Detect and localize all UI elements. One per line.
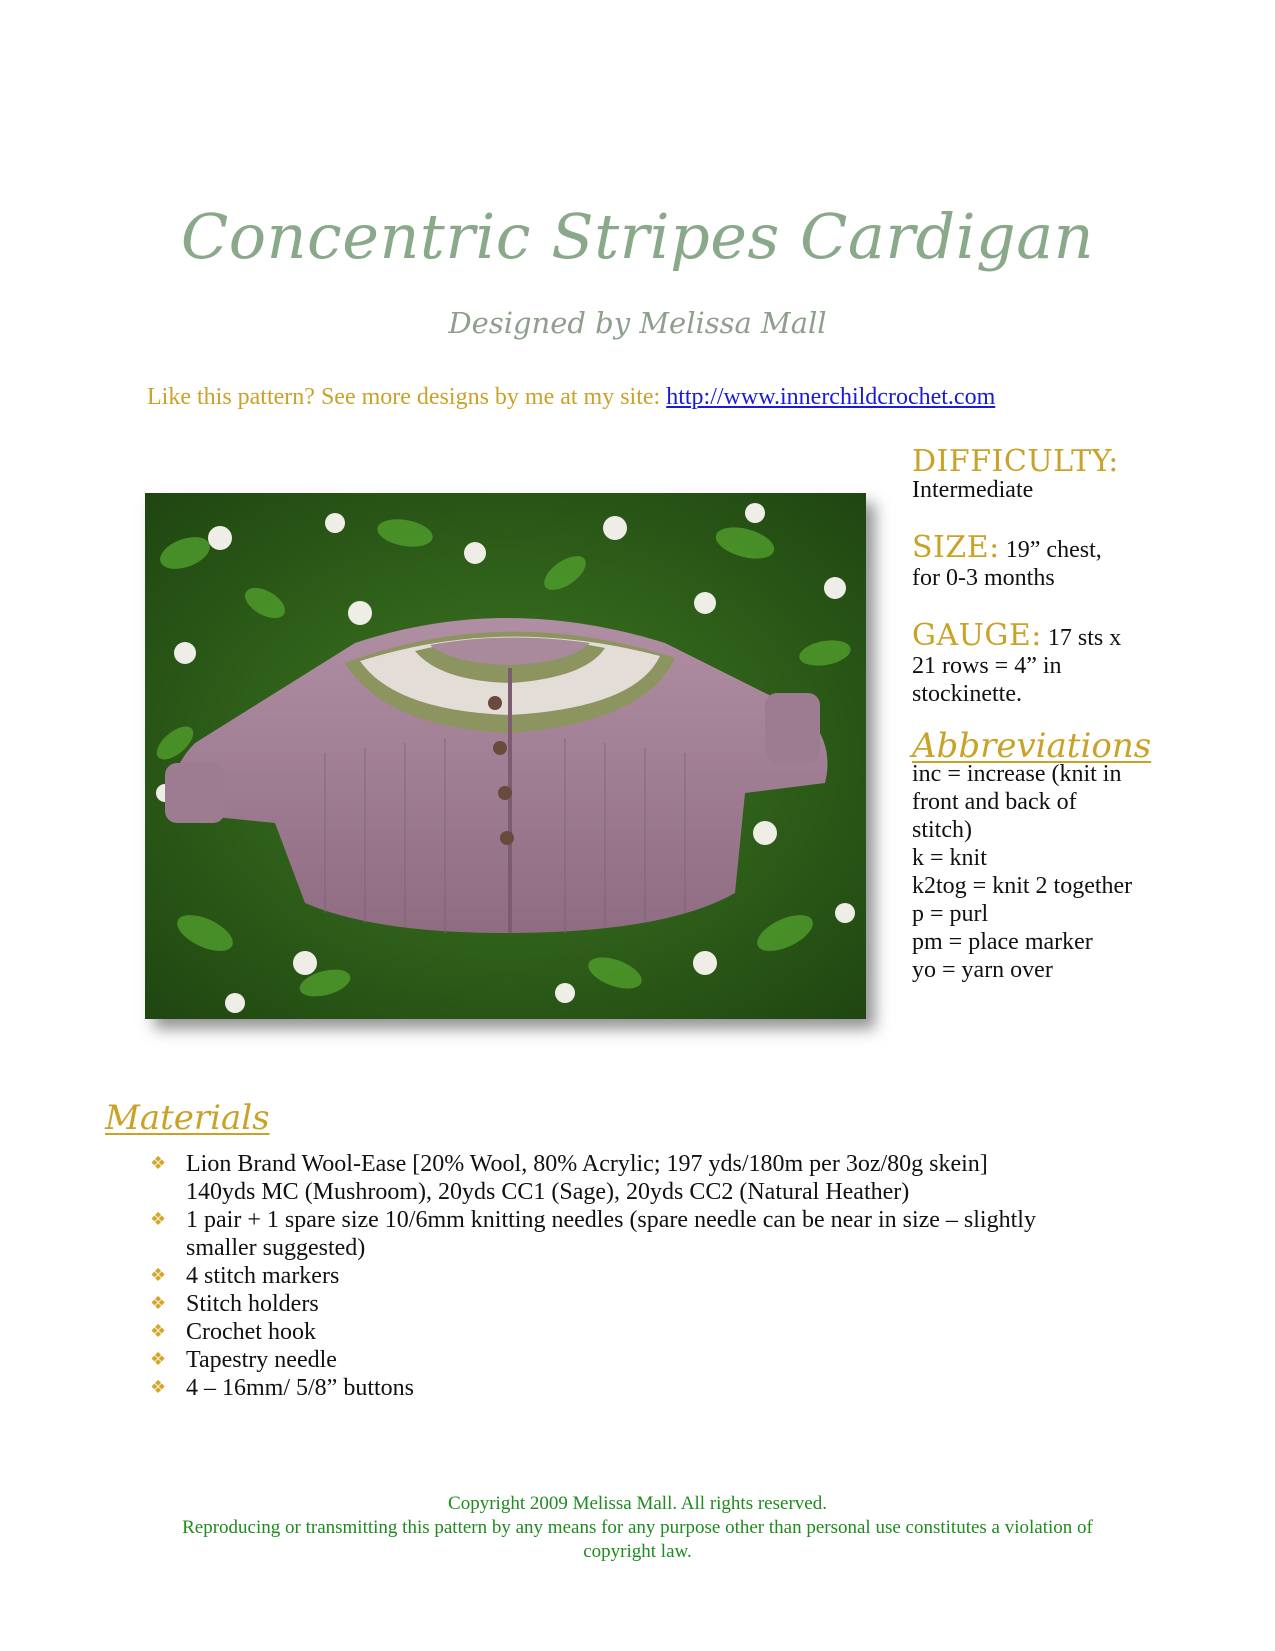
gauge-label: GAUGE: [912, 618, 1042, 653]
abbreviations-heading: Abbreviations [912, 726, 1152, 766]
promo-line [147, 384, 995, 411]
gauge-value-3: stockinette. [912, 681, 1022, 707]
copyright-notice: Reproducing or transmitting this pattern by any means for any purpose other than personal use constitutes a violation of [182, 1517, 1093, 1538]
diamond-bullet-icon: ❖ [150, 1349, 167, 1370]
materials-heading: Materials [105, 1098, 270, 1138]
cardigan-photo-illustration [145, 493, 866, 1019]
gauge-value-2: 21 rows = 4” in [912, 653, 1062, 679]
size-value-1: 19” chest, [999, 537, 1102, 563]
material-line: Stitch holders [186, 1291, 319, 1317]
copyright-line: Copyright 2009 Melissa Mall. All rights reserved. [448, 1493, 827, 1514]
materials-list [150, 1150, 1170, 1402]
diamond-bullet-icon: ❖ [150, 1153, 167, 1174]
diamond-bullet-icon: ❖ [150, 1293, 167, 1314]
material-line: 4 – 16mm/ 5/8” buttons [186, 1375, 414, 1401]
diamond-bullet-icon: ❖ [150, 1265, 167, 1286]
list-item [150, 1290, 1170, 1318]
cardigan-photo [145, 493, 866, 1019]
copyright-notice-end: copyright law. [583, 1541, 692, 1562]
diamond-bullet-icon: ❖ [150, 1377, 167, 1398]
abbreviation-item: inc = increase (knit in [912, 761, 1122, 787]
abbreviation-item: pm = place marker [912, 929, 1093, 955]
material-line: Tapestry needle [186, 1347, 337, 1373]
list-item [150, 1206, 1170, 1262]
site-link[interactable]: http://www.innerchildcrochet.com [666, 384, 996, 410]
abbreviations-section [912, 726, 1242, 984]
list-item [150, 1346, 1170, 1374]
page-title: Concentric Stripes Cardigan [180, 200, 1095, 273]
list-item [150, 1262, 1170, 1290]
abbreviation-item: stitch) [912, 817, 972, 843]
diamond-bullet-icon: ❖ [150, 1321, 167, 1342]
abbreviation-item: p = purl [912, 901, 989, 927]
difficulty-section [912, 444, 1242, 504]
material-line: 1 pair + 1 spare size 10/6mm knitting needles (spare needle can be near in size – slightly [186, 1207, 1036, 1233]
size-section [912, 530, 1242, 592]
list-item [150, 1318, 1170, 1346]
list-item [150, 1150, 1170, 1206]
difficulty-label: DIFFICULTY: [912, 444, 1119, 479]
material-line: Crochet hook [186, 1319, 316, 1345]
material-line: smaller suggested) [186, 1235, 366, 1261]
gauge-value-1: 17 sts x [1041, 625, 1122, 651]
abbreviation-item: front and back of [912, 789, 1077, 815]
copyright-footer [120, 1492, 1155, 1564]
material-line: 140yds MC (Mushroom), 20yds CC1 (Sage), 20yds CC2 (Natural Heather) [186, 1179, 910, 1205]
diamond-bullet-icon: ❖ [150, 1209, 167, 1230]
abbreviation-item: k2tog = knit 2 together [912, 873, 1133, 899]
abbreviation-item: yo = yarn over [912, 957, 1053, 983]
abbreviation-item: k = knit [912, 845, 987, 871]
pattern-details [912, 444, 1242, 1002]
size-label: SIZE: [912, 530, 1000, 565]
gauge-section [912, 618, 1242, 708]
list-item [150, 1374, 1170, 1402]
material-line: Lion Brand Wool-Ease [20% Wool, 80% Acrylic; 197 yds/180m per 3oz/80g skein] [186, 1151, 988, 1177]
page-subtitle: Designed by Melissa Mall [448, 306, 827, 340]
size-value-2: for 0-3 months [912, 565, 1055, 591]
promo-text: Like this pattern? See more designs by me at my site: [147, 384, 667, 410]
material-line: 4 stitch markers [186, 1263, 340, 1289]
difficulty-value: Intermediate [912, 477, 1034, 503]
